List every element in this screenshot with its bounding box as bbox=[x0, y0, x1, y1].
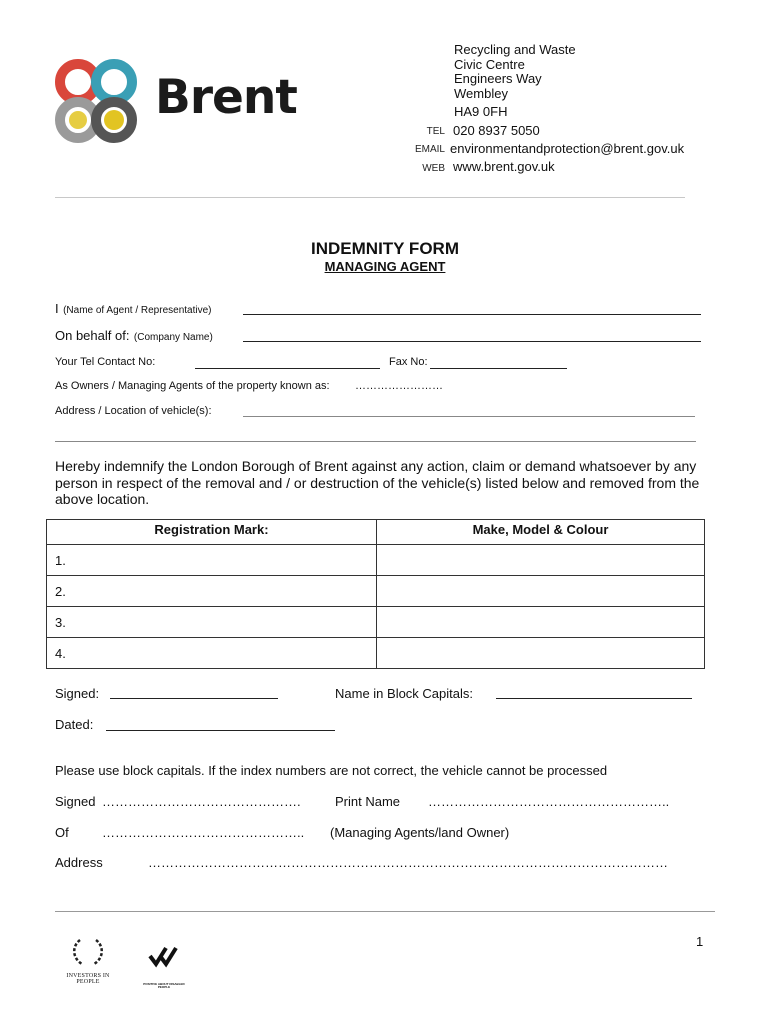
web-label: WEB bbox=[422, 163, 445, 174]
tel-value: 020 8937 5050 bbox=[453, 123, 540, 138]
agent-name-field[interactable] bbox=[243, 314, 701, 315]
print-name-field[interactable]: ……………………………………………….. bbox=[428, 794, 670, 809]
vehicle-table bbox=[46, 519, 705, 669]
dated-field[interactable] bbox=[106, 730, 335, 731]
two-ticks-icon bbox=[140, 934, 188, 978]
investors-in-people-text: INVESTORS IN PEOPLE bbox=[66, 973, 110, 985]
property-field[interactable]: …………………… bbox=[355, 380, 443, 392]
make-model-cell[interactable] bbox=[377, 545, 705, 576]
make-model-cell[interactable] bbox=[377, 638, 705, 669]
disabled-symbol-text: POSITIVE ABOUT DISABLED PEOPLE bbox=[143, 982, 185, 989]
form-title: INDEMNITY FORM bbox=[311, 239, 459, 258]
registration-cell[interactable]: 4. bbox=[47, 638, 377, 669]
agent-hint: (Name of Agent / Representative) bbox=[63, 305, 212, 316]
block-capitals-note: Please use block capitals. If the index numbers are not correct, the vehicle cannot be processed bbox=[55, 763, 608, 778]
brand-name: Brent bbox=[155, 70, 297, 125]
signed2-field[interactable]: ………………………………………. bbox=[102, 794, 301, 809]
signed-label: Signed: bbox=[55, 686, 100, 701]
print-name-label: Print Name bbox=[335, 794, 401, 809]
block-capitals-field[interactable] bbox=[496, 698, 692, 699]
address-field[interactable]: ………………………………………………………………………………………………………… bbox=[148, 855, 668, 870]
block-capitals-label: Name in Block Capitals: bbox=[335, 686, 473, 701]
of-label: Of bbox=[55, 825, 69, 840]
behalf-hint: (Company Name) bbox=[133, 332, 213, 343]
vehicle-table-header bbox=[47, 520, 705, 545]
vehicle-address-label: Address / Location of vehicle(s): bbox=[55, 405, 212, 417]
email-label: EMAIL bbox=[414, 144, 445, 155]
table-row bbox=[47, 607, 705, 638]
email-value: environmentandprotection@brent.gov.uk bbox=[450, 141, 685, 156]
laurel-icon bbox=[68, 936, 108, 968]
table-row bbox=[47, 576, 705, 607]
of-field[interactable]: ……………………………………….. bbox=[102, 825, 305, 840]
behalf-row-label bbox=[55, 327, 213, 345]
header-divider bbox=[55, 197, 685, 198]
address-line-1: Recycling and Waste bbox=[454, 42, 576, 57]
registration-cell[interactable]: 2. bbox=[47, 576, 377, 607]
vehicle-address-field[interactable] bbox=[243, 416, 695, 417]
signed-field[interactable] bbox=[110, 698, 278, 699]
of-suffix: (Managing Agents/land Owner) bbox=[330, 825, 510, 840]
registration-mark-header: Registration Mark: bbox=[47, 520, 377, 545]
make-model-cell[interactable] bbox=[377, 576, 705, 607]
address-line-4: Wembley bbox=[454, 86, 508, 101]
dated-label: Dated: bbox=[55, 717, 94, 732]
page-number: 1 bbox=[696, 934, 704, 949]
make-model-cell[interactable] bbox=[377, 607, 705, 638]
form-subtitle: MANAGING AGENT bbox=[324, 259, 446, 274]
tel-contact-label: Your Tel Contact No: bbox=[55, 356, 156, 368]
fax-field[interactable] bbox=[430, 368, 567, 369]
table-row bbox=[47, 638, 705, 669]
company-name-field[interactable] bbox=[243, 341, 701, 342]
agent-prefix: I bbox=[55, 301, 59, 316]
vehicle-address-field-line2[interactable] bbox=[55, 441, 696, 442]
address-postcode: HA9 0FH bbox=[454, 104, 508, 119]
footer-divider bbox=[55, 911, 715, 912]
registration-cell[interactable]: 3. bbox=[47, 607, 377, 638]
brent-logo-emblem bbox=[52, 58, 148, 146]
investors-in-people-logo bbox=[55, 936, 121, 985]
agent-row-label bbox=[55, 300, 212, 318]
web-value: www.brent.gov.uk bbox=[453, 159, 555, 174]
tel-label: TEL bbox=[426, 126, 445, 137]
table-row bbox=[47, 545, 705, 576]
signed2-label: Signed bbox=[55, 794, 96, 809]
fax-label: Fax No: bbox=[389, 356, 428, 368]
address-line-3: Engineers Way bbox=[454, 71, 542, 86]
address-label: Address bbox=[55, 855, 103, 870]
make-model-colour-header: Make, Model & Colour bbox=[377, 520, 705, 545]
property-label: As Owners / Managing Agents of the property known as: bbox=[55, 380, 330, 392]
tel-contact-field[interactable] bbox=[195, 368, 380, 369]
behalf-prefix: On behalf of: bbox=[55, 328, 130, 343]
address-line-2: Civic Centre bbox=[454, 57, 525, 72]
registration-cell[interactable]: 1. bbox=[47, 545, 377, 576]
indemnity-statement: Hereby indemnify the London Borough of Brent against any action, claim or demand whatsoever by any person in respect of the removal and / or destruction of the vehicle(s) listed below and removed from the above location. bbox=[55, 458, 700, 507]
disabled-symbol-logo bbox=[140, 934, 188, 989]
